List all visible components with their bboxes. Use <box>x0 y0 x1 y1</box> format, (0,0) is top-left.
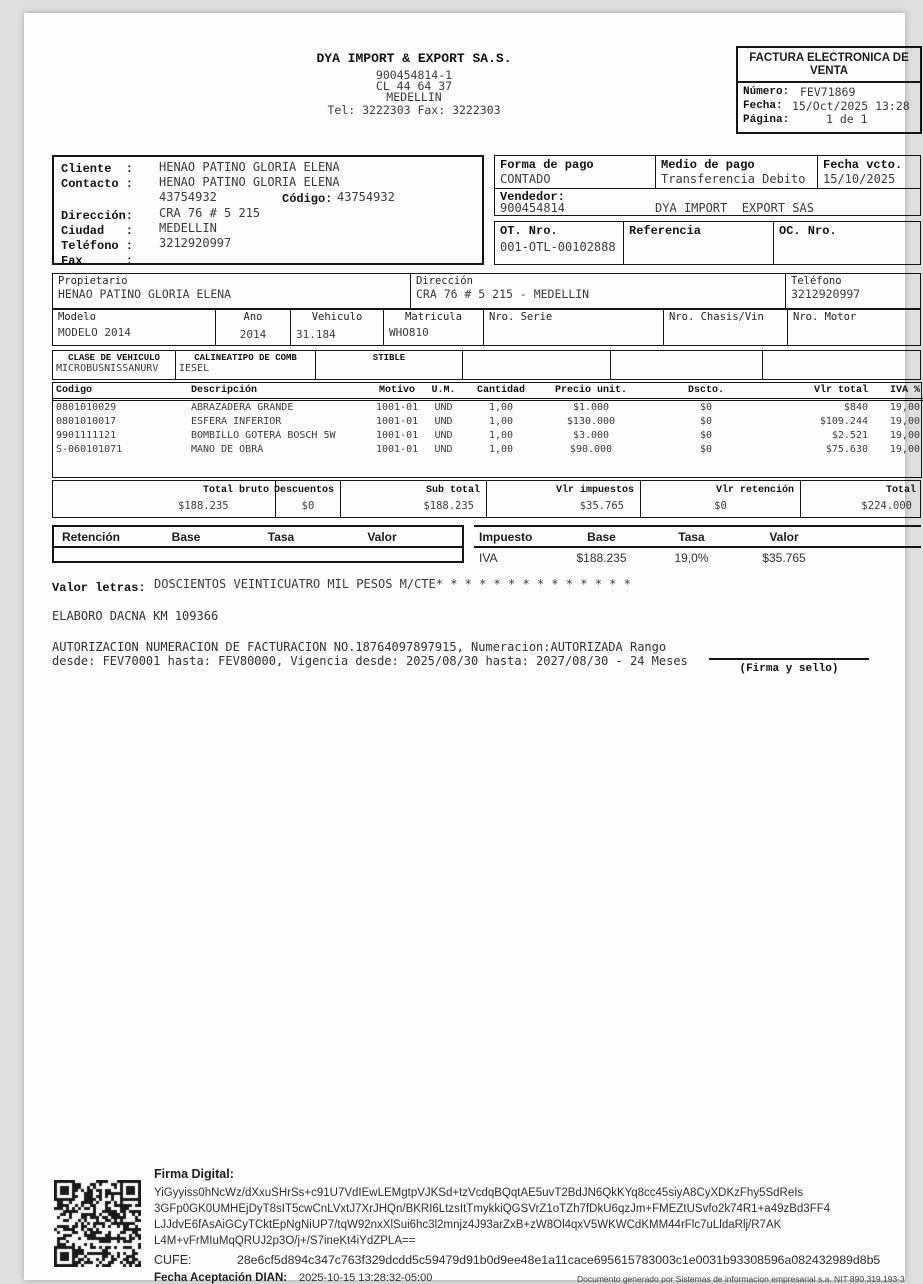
direccion-value: CRA 76 # 5 215 <box>159 206 261 220</box>
item-descripcion: BOMBILLO GOTERA BOSCH 5W <box>191 429 336 441</box>
table-row <box>53 414 923 428</box>
client-box <box>52 155 484 268</box>
autorizacion-line-1: AUTORIZACION NUMERACION DE FACTURACION NO.18764097897915, Numeracion:AUTORIZADA Rango <box>52 640 667 654</box>
vendedor-box <box>494 188 921 216</box>
matricula-label: Matricula <box>405 311 462 323</box>
company-header <box>264 51 564 116</box>
table-row <box>53 442 923 456</box>
referencia-cell <box>623 222 773 264</box>
impuesto-header-base: Base <box>587 530 616 544</box>
pagina-label: Página: <box>743 114 790 126</box>
item-motivo: 1001-01 <box>376 402 419 413</box>
firma-digital-line-3: LJJdvE6fAsAiGCyTCktEpNgNiUP7/tqW92nxXlSui6hc3l2mnjz4J93arZxB+zW8Ol4qxV5WKWCdKMM44rFlc7uLldaRlj/R7AK <box>154 1219 782 1231</box>
ot-label: OT. Nro. <box>500 224 558 238</box>
oc-cell <box>773 222 922 264</box>
signature-label: (Firma y sello) <box>739 663 839 675</box>
item-cantidad: 1,00 <box>488 415 514 427</box>
items-header-descripcion: Descripción <box>188 383 373 400</box>
ot-value: 001-OTL-00102888 <box>500 240 616 254</box>
impuesto-iva-row <box>474 548 921 565</box>
valor-letras-value: DOSCIENTOS VEINTICUATRO MIL PESOS M/CTE* * * * * * * * * * * * * * <box>154 577 631 591</box>
item-codigo: 0801010017 <box>56 415 117 427</box>
items-header-codigo: Codigo <box>53 383 188 400</box>
comb-value: IESEL <box>179 363 210 374</box>
item-dscto: $0 <box>699 443 713 455</box>
referencia-label: Referencia <box>629 224 702 238</box>
items-header-vlrtotal: Vlr total <box>766 383 871 400</box>
clase-box <box>52 350 921 380</box>
chasis-label: Nro. Chasis/Vin <box>669 311 764 323</box>
item-um: UND <box>434 429 453 441</box>
firma-digital-line-2: 3GFp0GK0UMHEjDyT8sIT5cwCnLVxtJ7XrJHQn/BKRI6LtzsItTmykkiQGSVrZ1oTZh7fDkU6qzJm+FMEZtUSvfo2k74R1+a49zBd3FF4 <box>154 1203 831 1215</box>
item-iva: 19,00 <box>889 402 920 413</box>
fecha-vcto-value: 15/10/2025 <box>823 172 896 186</box>
company-name: DYA IMPORT & EXPORT SA.S. <box>316 51 512 66</box>
modelo-cell <box>53 310 215 345</box>
direccion-label: Dirección: <box>61 209 134 223</box>
medio-pago-value: Transferencia Debito <box>661 172 806 186</box>
elaboro-note: ELABORO DACNA KM 109366 <box>52 609 219 623</box>
pagina-value: 1 de 1 <box>826 112 868 126</box>
retencion-box <box>52 525 464 563</box>
item-vlrtotal: $840 <box>843 402 868 413</box>
oc-label: OC. Nro. <box>779 224 837 238</box>
item-codigo: 9901111121 <box>56 429 117 441</box>
item-precio: $3.000 <box>572 429 610 441</box>
owner-telefono-label: Teléfono <box>791 275 842 287</box>
impuesto-header-valor: Valor <box>769 530 799 544</box>
owner-direccion-cell <box>410 274 785 308</box>
items-header-um: U.M. <box>421 383 466 400</box>
stible-cell <box>315 351 462 379</box>
ano-value: 2014 <box>239 328 267 341</box>
propietario-value: HENAO PATINO GLORIA ELENA <box>58 287 232 301</box>
ot-box <box>494 221 921 265</box>
medio-pago-cell <box>655 156 817 188</box>
item-precio: $90.000 <box>569 443 613 455</box>
item-descripcion: ESFERA INFERIOR <box>191 415 282 427</box>
owner-box <box>52 273 921 309</box>
contacto-value: HENAO PATINO GLORIA ELENA <box>159 175 340 189</box>
vendedor-name: DYA IMPORT EXPORT SAS <box>655 201 814 215</box>
item-precio: $130.000 <box>566 415 616 427</box>
total-cell <box>800 481 922 517</box>
payment-box <box>494 155 921 189</box>
retencion-header-tasa: Tasa <box>267 530 295 544</box>
retencion-header-valor: Valor <box>367 530 397 544</box>
comb-label: CALINEATIPO DE COMB <box>194 353 297 363</box>
total-bruto-label: Total bruto <box>202 485 269 496</box>
item-codigo: S-060101071 <box>56 443 123 455</box>
item-cantidad: 1,00 <box>488 443 514 455</box>
vehiculo-label: Vehiculo <box>311 311 363 323</box>
cliente-label: Cliente : <box>61 162 134 176</box>
forma-pago-label: Forma de pago <box>500 158 594 172</box>
item-um: UND <box>434 443 453 455</box>
motor-label: Nro. Motor <box>793 311 857 323</box>
item-iva: 19,00 <box>889 443 920 455</box>
retencion-header-row <box>54 527 462 548</box>
impuesto-header-row <box>474 527 921 548</box>
autorizacion-line-2: desde: FEV70001 hasta: FEV80000, Vigencia desde: 2025/08/30 hasta: 2027/08/30 - 24 Meses <box>52 654 688 668</box>
clase-empty-cell-3 <box>762 351 922 379</box>
descuentos-cell <box>275 481 340 517</box>
comb-cell <box>175 351 315 379</box>
vlr-retencion-value: $0 <box>714 500 727 512</box>
chasis-cell <box>663 310 787 345</box>
items-table <box>53 383 923 456</box>
items-header-precio: Precio unit. <box>536 383 646 400</box>
item-motivo: 1001-01 <box>376 415 419 427</box>
motor-cell <box>787 310 922 345</box>
vendedor-label: Vendedor: <box>500 190 565 204</box>
ciudad-label: Ciudad : <box>61 224 134 238</box>
item-um: UND <box>434 415 453 427</box>
serie-cell <box>483 310 663 345</box>
contacto-label: Contacto : <box>61 177 134 191</box>
vlr-impuestos-label: Vlr impuestos <box>555 485 634 496</box>
codigo-value: 43754932 <box>337 190 395 204</box>
item-um: UND <box>434 402 453 413</box>
vlr-impuestos-value: $35.765 <box>579 500 624 512</box>
ot-cell <box>495 222 623 264</box>
propietario-cell <box>53 274 410 308</box>
invoice-page <box>24 13 920 1284</box>
company-city: MEDELLIN <box>386 90 442 104</box>
owner-telefono-value: 3212920997 <box>791 287 861 301</box>
numero-value: FEV71869 <box>800 85 856 99</box>
telefono-value: 3212920997 <box>159 236 232 250</box>
numero-label: Número: <box>743 86 790 98</box>
impuesto-header-impuesto: Impuesto <box>479 530 533 544</box>
item-iva: 19,00 <box>889 429 920 441</box>
firma-digital-title: Firma Digital: <box>154 1167 234 1181</box>
vendedor-nit: 900454814 <box>500 201 566 215</box>
fecha-label: Fecha: <box>743 100 783 112</box>
codigo-label: Código: <box>282 192 333 206</box>
descuentos-label: Descuentos <box>273 485 334 496</box>
forma-pago-cell <box>495 156 655 188</box>
total-bruto-value: $188.235 <box>178 500 229 512</box>
client-id-value: 43754932 <box>159 190 217 204</box>
owner-direccion-value: CRA 76 # 5 215 - MEDELLIN <box>416 287 590 301</box>
owner-direccion-label: Dirección <box>416 275 473 287</box>
impuesto-base: $188.235 <box>576 551 627 565</box>
cliente-value: HENAO PATINO GLORIA ELENA <box>159 160 340 174</box>
descuentos-value: $0 <box>301 500 315 512</box>
item-iva: 19,00 <box>889 415 920 427</box>
firma-digital-line-4: L4M+vFrMIuMqQRUJ2p3O/j+/S7ineKt4iYdZPLA== <box>154 1235 416 1247</box>
item-cantidad: 1,00 <box>488 402 514 413</box>
item-motivo: 1001-01 <box>376 429 419 441</box>
items-header-cantidad: Cantidad <box>466 383 536 400</box>
signature-line <box>709 658 869 660</box>
total-bruto-cell <box>53 481 275 517</box>
fecha-value: 15/Oct/2025 13:28 <box>792 99 910 113</box>
items-header-dscto: Dscto. <box>646 383 766 400</box>
ciudad-value: MEDELLIN <box>159 221 217 235</box>
fax-label: Fax : <box>61 254 134 268</box>
invoice-number-box <box>736 46 922 134</box>
clase-cell <box>53 351 175 379</box>
totals-box <box>52 480 921 518</box>
invoice-title: FACTURA ELECTRONICA DE VENTA <box>738 48 920 83</box>
modelo-value: MODELO 2014 <box>58 326 131 339</box>
impuesto-box <box>474 525 921 563</box>
total-label: Total <box>885 485 916 496</box>
item-vlrtotal: $75.630 <box>825 443 868 455</box>
subtotal-label: Sub total <box>425 485 480 496</box>
matricula-cell <box>383 310 483 345</box>
clase-empty-cell-1 <box>462 351 610 379</box>
dian-value: 2025-10-15 13:28:32-05:00 <box>299 1272 433 1284</box>
item-precio: $1.000 <box>572 402 610 413</box>
table-row <box>53 400 923 415</box>
impuesto-valor: $35.765 <box>762 551 806 565</box>
items-header-iva: IVA % <box>871 383 923 400</box>
item-codigo: 0801010029 <box>56 402 117 413</box>
dian-label: Fecha Aceptación DIAN: <box>154 1272 288 1284</box>
items-header-row <box>53 383 923 400</box>
company-address: CL 44 64 37 <box>375 79 453 93</box>
clase-label: CLASE DE VEHICULO <box>68 353 160 363</box>
item-dscto: $0 <box>699 415 713 427</box>
company-nit: 900454814-1 <box>375 68 453 82</box>
vlr-retencion-label: Vlr retención <box>715 485 794 496</box>
forma-pago-value: CONTADO <box>500 172 551 186</box>
medio-pago-label: Medio de pago <box>661 158 755 172</box>
clase-value: MICROBUSNISSANURV <box>56 363 159 374</box>
retencion-header-base: Base <box>171 530 201 544</box>
modelo-label: Modelo <box>58 311 96 323</box>
matricula-value: WHO810 <box>389 326 429 339</box>
vehicle-box <box>52 309 921 346</box>
vlr-retencion-cell <box>640 481 800 517</box>
clase-empty-cell-2 <box>610 351 762 379</box>
vehiculo-cell <box>290 310 383 345</box>
items-table-box <box>52 382 922 478</box>
impuesto-header-tasa: Tasa <box>678 530 705 544</box>
item-cantidad: 1,00 <box>488 429 514 441</box>
retencion-header-retencion: Retención <box>62 530 121 544</box>
subtotal-cell <box>340 481 486 517</box>
total-value: $224.000 <box>861 500 912 512</box>
impuesto-name: IVA <box>479 551 498 565</box>
impuesto-tasa: 19,0% <box>674 551 709 565</box>
vlr-impuestos-cell <box>486 481 640 517</box>
fecha-vcto-label: Fecha vcto. <box>823 158 903 172</box>
item-vlrtotal: $109.244 <box>819 415 868 427</box>
items-header-motivo: Motivo <box>373 383 421 400</box>
firma-digital-line-1: YiGyyiss0hNcWz/dXxuSHrSs+c91U7VdIEwLEMgtpVJKSd+tzVcdqBQqtAE5uvT2BdJN6QkKYq8cc45siyA8CyXDKzFhy5SdReIs <box>154 1187 804 1199</box>
stible-label: STIBLE <box>372 353 406 363</box>
table-row <box>53 428 923 442</box>
subtotal-value: $188.235 <box>423 500 474 512</box>
cufe-value: 28e6cf5d894c347c763f329dcdd5c59479d91b0d9ee48e1a11cace695615783003c1e0031b93308596a082432989d8b5 <box>237 1253 881 1267</box>
ano-cell <box>215 310 290 345</box>
item-dscto: $0 <box>699 429 713 441</box>
qr-code <box>54 1180 141 1267</box>
company-telfax: Tel: 3222303 Fax: 3222303 <box>327 103 501 117</box>
owner-telefono-cell <box>785 274 922 308</box>
item-motivo: 1001-01 <box>376 443 419 455</box>
serie-label: Nro. Serie <box>489 311 553 323</box>
item-dscto: $0 <box>699 402 713 413</box>
item-vlrtotal: $2.521 <box>831 429 868 441</box>
ano-label: Ano <box>243 311 263 323</box>
cufe-label: CUFE: <box>154 1253 192 1267</box>
telefono-label: Teléfono : <box>61 239 134 253</box>
item-descripcion: MANO DE OBRA <box>191 443 264 455</box>
valor-letras-label: Valor letras: <box>52 581 146 595</box>
fecha-vcto-cell <box>817 156 922 188</box>
generated-by-note: Documento generado por Sistemas de informacion empresarial s.a. NIT 890.319.193-3 <box>577 1274 905 1284</box>
vehiculo-value: 31.184 <box>296 328 336 341</box>
propietario-label: Propietario <box>58 275 128 287</box>
item-descripcion: ABRAZADERA GRANDE <box>191 402 294 413</box>
